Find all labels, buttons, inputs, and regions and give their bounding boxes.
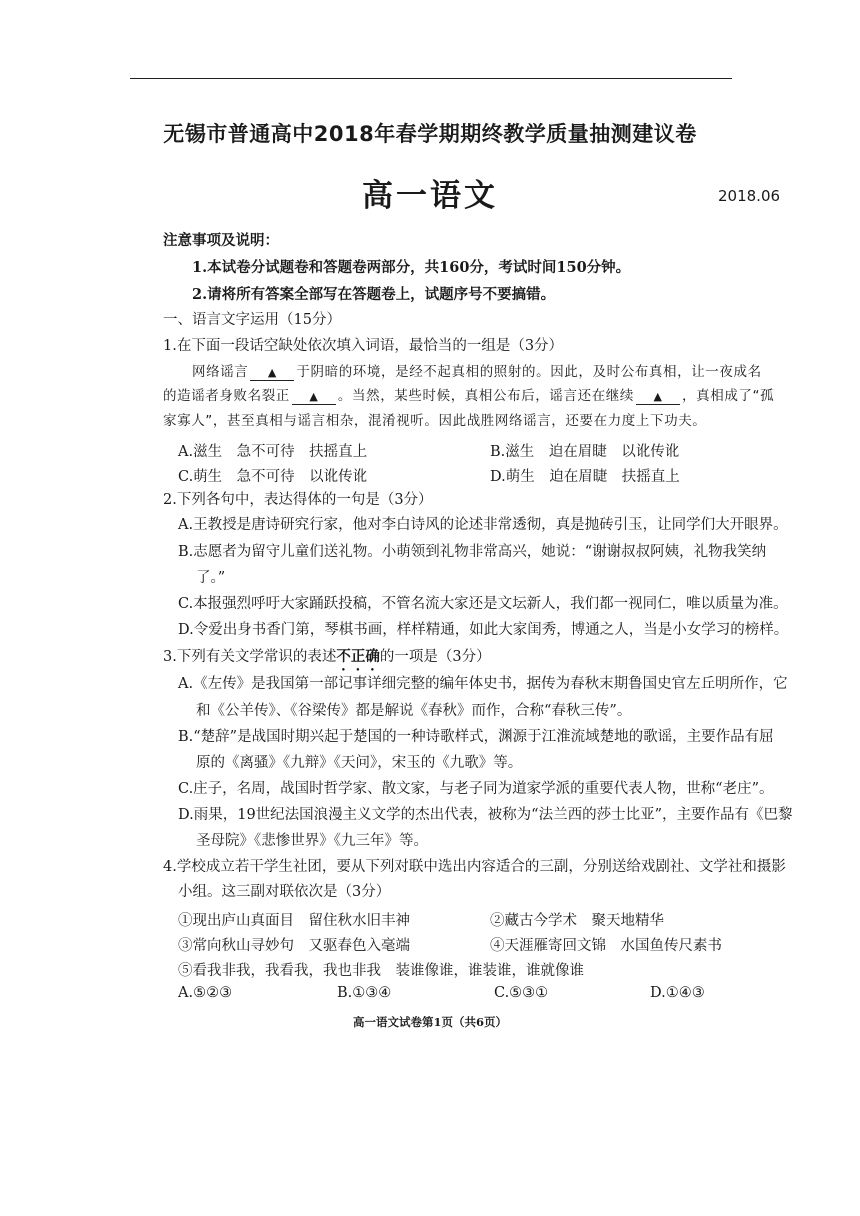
q4-option-c: C.⑤③① xyxy=(494,985,549,1001)
q2-option-a: A.王教授是唐诗研究行家，他对李白诗风的论述非常透彻，真是抛砖引玉，让同学们大开眼界。 xyxy=(178,517,788,533)
q1-passage-line-2 xyxy=(163,388,774,405)
q1-stem: 1.在下面一段话空缺处依次填入词语，最恰当的一组是（3分） xyxy=(163,338,564,354)
q3-stem-text: 3.下列有关文学常识的表述 xyxy=(163,649,337,665)
q1-option-a: A.滋生 急不可待 扶摇直上 xyxy=(178,444,368,460)
q3-option-a-cont: 和《公羊传》、《谷梁传》都是解说《春秋》而作，合称“春秋三传”。 xyxy=(196,703,632,719)
q4-couplet-1: ①现出庐山真面目 留住秋水旧丰神 xyxy=(178,913,410,929)
section-heading: 一、语言文字运用（15分） xyxy=(163,312,341,328)
q3-stem-emphasis: 不正确 xyxy=(336,648,380,665)
top-rule xyxy=(130,78,732,79)
q1-passage-text: 。当然，某些时候，真相公布后，谣言还在继续 xyxy=(337,388,635,404)
q2-option-c: C.本报强烈呼吁大家踊跃投稿，不管名流大家还是文坛新人，我们都一视同仁，唯以质量为准。 xyxy=(178,596,788,612)
q1-passage-text: ，真相成了“孤 xyxy=(682,388,775,404)
q1-option-b: B.滋生 迫在眉睫 以讹传讹 xyxy=(490,444,680,460)
q1-passage-line-3: 家寡人”，甚至真相与谣言相杂，混淆视听。因此战胜网络谣言，还要在力度上下功夫。 xyxy=(163,413,707,429)
notice-heading: 注意事项及说明： xyxy=(163,232,279,249)
q4-option-a: A.⑤②③ xyxy=(178,985,233,1001)
q3-option-d: D.雨果，19世纪法国浪漫主义文学的杰出代表，被称为“法兰西的莎士比亚”，主要作品有《巴黎 xyxy=(178,807,793,823)
q4-option-d: D.①④③ xyxy=(650,985,705,1001)
notice-item-1: 1.本试卷分试题卷和答题卷两部分，共160分，考试时间150分钟。 xyxy=(192,259,631,276)
q3-stem xyxy=(163,648,491,674)
q2-option-b-cont: 了。” xyxy=(196,570,226,586)
blank-marker: ▲ xyxy=(636,390,680,405)
subject-title: 高一语文 xyxy=(362,178,498,214)
q1-option-d: D.萌生 迫在眉睫 扶摇直上 xyxy=(490,469,680,485)
exam-title: 无锡市普通高中2018年春学期期终教学质量抽测建议卷 xyxy=(163,122,697,146)
q4-stem: 4.学校成立若干学生社团，要从下列对联中选出内容适合的三副，分别送给戏剧社、文学社和摄影 xyxy=(163,859,786,875)
q3-option-c: C.庄子，名周，战国时哲学家、散文家，与老子同为道家学派的重要代表人物，世称“老庄”。 xyxy=(178,781,774,797)
q3-stem-text: 的一项是（3分） xyxy=(379,649,491,665)
q4-couplet-3: ③常向秋山寻妙句 又驱春色入毫端 xyxy=(178,938,410,954)
q1-passage-text: 的造谣者身败名裂正 xyxy=(163,388,290,404)
exam-date: 2018.06 xyxy=(718,187,781,205)
q4-stem-cont: 小组。这三副对联依次是（3分） xyxy=(178,884,391,900)
q1-option-c: C.萌生 急不可待 以讹传讹 xyxy=(178,469,368,485)
blank-marker: ▲ xyxy=(292,390,336,405)
q3-option-d-cont: 圣母院》《悲惨世界》《九三年》等。 xyxy=(196,833,428,849)
q1-passage-text: 网络谣言 xyxy=(192,364,249,380)
q2-stem: 2.下列各句中，表达得体的一句是（3分） xyxy=(163,492,433,508)
q2-option-b: B.志愿者为留守儿童们送礼物。小萌领到礼物非常高兴，她说：“谢谢叔叔阿姨，礼物我笑纳 xyxy=(178,544,767,560)
q1-passage-text: 于阴暗的环境，是经不起真相的照射的。因此，及时公布真相，让一夜成名 xyxy=(296,364,762,380)
q3-option-b: B.“楚辞”是战国时期兴起于楚国的一种诗歌样式，渊源于江淮流域楚地的歌谣，主要作品有屈 xyxy=(178,729,774,745)
q4-option-b: B.①③④ xyxy=(337,985,392,1001)
q4-couplet-5: ⑤看我非我，我看我，我也非我 装谁像谁，谁装谁，谁就像谁 xyxy=(178,963,584,979)
blank-marker: ▲ xyxy=(250,366,294,381)
q3-option-a: A.《左传》是我国第一部记事详细完整的编年体史书，据传为春秋末期鲁国史官左丘明所作，它 xyxy=(178,676,788,692)
notice-item-2: 2.请将所有答案全部写在答题卷上，试题序号不要搞错。 xyxy=(192,286,556,303)
q4-couplet-2: ②藏古今学术 聚天地精华 xyxy=(490,913,664,929)
q4-couplet-4: ④天涯雁寄回文锦 水国鱼传尺素书 xyxy=(490,938,722,954)
q2-option-d: D.令爱出身书香门第，琴棋书画，样样精通，如此大家闺秀，博通之人，当是小女学习的榜样。 xyxy=(178,622,789,638)
q3-option-b-cont: 原的《离骚》《九辩》《天问》，宋玉的《九歌》等。 xyxy=(196,755,523,771)
q1-passage-line-1 xyxy=(192,364,762,381)
page-footer: 高一语文试卷第1页（共6页） xyxy=(352,1015,507,1029)
